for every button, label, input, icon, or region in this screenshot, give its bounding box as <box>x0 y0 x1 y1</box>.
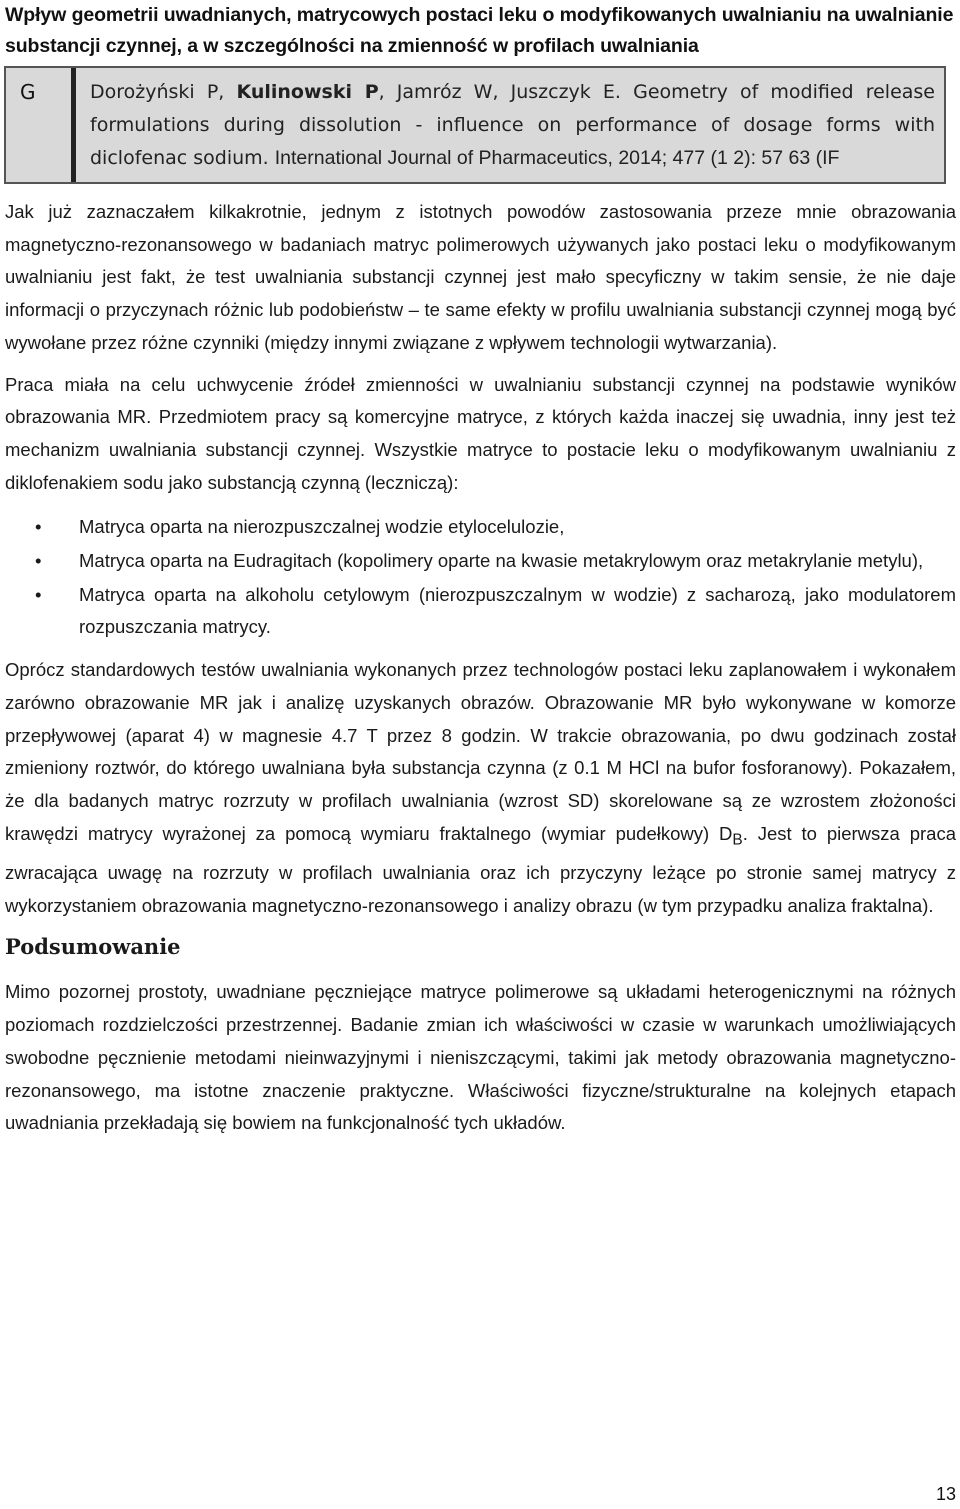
matrix-list <box>5 511 956 644</box>
reference-box <box>4 66 946 184</box>
paragraph-2: Praca miała na celu uchwycenie źródeł zmienności w uwalnianiu substancji czynnej na podstawie wyników obrazowania MR. Przedmiotem pracy są komercyjne matryce, z których każda inaczej się uwadnia, inny jest też mechanizm uwalniania substancji czynnej. Wszystkie matryce to postacie leku o modyfikowanym uwalnianiu z diklofenakiem sodu jako substancją czynną (leczniczą): <box>5 373 956 493</box>
bullet-icon: • <box>35 550 42 572</box>
list-item: • Matryca oparta na alkoholu cetylowym (nierozpuszczalnym w wodzie) z sacharozą, jako modulatorem rozpuszczania matrycy. <box>79 579 956 644</box>
reference-line-2: formulations during dissolution - influence on performance of dosage forms with <box>90 114 935 136</box>
subscript-b: B <box>732 831 743 849</box>
reference-line-1: Dorożyński P, Kulinowski P, Jamróz W, Juszczyk E. Geometry of modified release <box>90 81 935 103</box>
summary-heading: Podsumowanie <box>5 934 181 960</box>
bullet-icon: • <box>35 516 42 538</box>
reference-line-3: diclofenac sodium. International Journal of Pharmaceutics, 2014; 477 (1 2): 57 63 (IF <box>90 147 840 169</box>
page-number: 13 <box>935 1484 956 1504</box>
list-item: • Matryca oparta na Eudragitach (kopolimery oparte na kwasie metakrylowym oraz metakrylanie metylu), <box>79 545 956 578</box>
main-content <box>5 196 956 1149</box>
reference-citation <box>90 76 935 175</box>
paragraph-1: Jak już zaznaczałem kilkakrotnie, jednym z istotnych powodów zastosowania przeze mnie obrazowania magnetyczno-rezonansowego w badaniach matryc polimerowych używanych jako postaci leku o modyfikowanym uwalnianiu jest fakt, że test uwalniania substancji czynnej jest mało specyficzny w takim sensie, że nie daje informacji o przyczynach różnic lub podobieństw – te same efekty w profilu uwalniania substancji czynnej mogą być wywołane przez różne czynniki (między innymi związane z wpływem technologii wytwarzania). <box>5 201 956 353</box>
reference-letter: G <box>20 80 36 104</box>
reference-highlighted-author: Kulinowski P <box>236 81 379 103</box>
list-item: • Matryca oparta na nierozpuszczalnej wodzie etylocelulozie, <box>79 511 956 544</box>
reference-divider <box>71 68 76 182</box>
section-title: Wpływ geometrii uwadnianych, matrycowych postaci leku o modyfikowanych uwalnianiu na uwalnianie substancji czynnej, a w szczególności na zmienność w profilach uwalniania <box>5 4 954 57</box>
paragraph-4: Mimo pozornej prostoty, uwadniane pęczniejące matryce polimerowe są układami heterogenicznymi na różnych poziomach rozdzielczości przestrzennej. Badanie zmian ich właściwości w czasie w warunkach umożliwiających swobodne pęcznienie metodami nieinwazyjnymi i nieniszczącymi, takimi jak metody obrazowania magnetyczno-rezonansowego, ma istotne znaczenie praktyczne. Właściwości fizyczne/strukturalne na kolejnych etapach uwadniania przekładają się bowiem na funkcjonalność tych układów. <box>5 981 956 1134</box>
paragraph-3: Oprócz standardowych testów uwalniania wykonanych przez technologów postaci leku zaplanowałem i wykonałem zarówno obrazowanie MR jak i analizę uzyskanych obrazów. Obrazowanie MR było wykonywane w komorze przepływowej (aparat 4) w magnesie 4.7 T przez 8 godzin. W trakcie obrazowania, po dwu godzinach został zmieniony roztwór, do którego uwalniana była substancja czynna (z 0.1 M HCl na bufor fosforanowy). Pokazałem, że dla badanych matryc rozrzuty w profilach uwalniania (wzrost SD) skorelowane są ze wzrostem złożoności krawędzi matrycy wyrażonej za pomocą wymiaru fraktalnego (wymiar pudełkowy) $D_B$. Jest to pierwsza praca zwracająca uwagę na rozrzuty w profilach uwalniania oraz ich przyczyny leżące po stronie samej matrycy z wykorzystaniem obrazowania magnetyczno-rezonansowego i analizy obrazu (w tym przypadku analiza fraktalna). <box>5 659 956 916</box>
bullet-icon: • <box>35 583 42 605</box>
